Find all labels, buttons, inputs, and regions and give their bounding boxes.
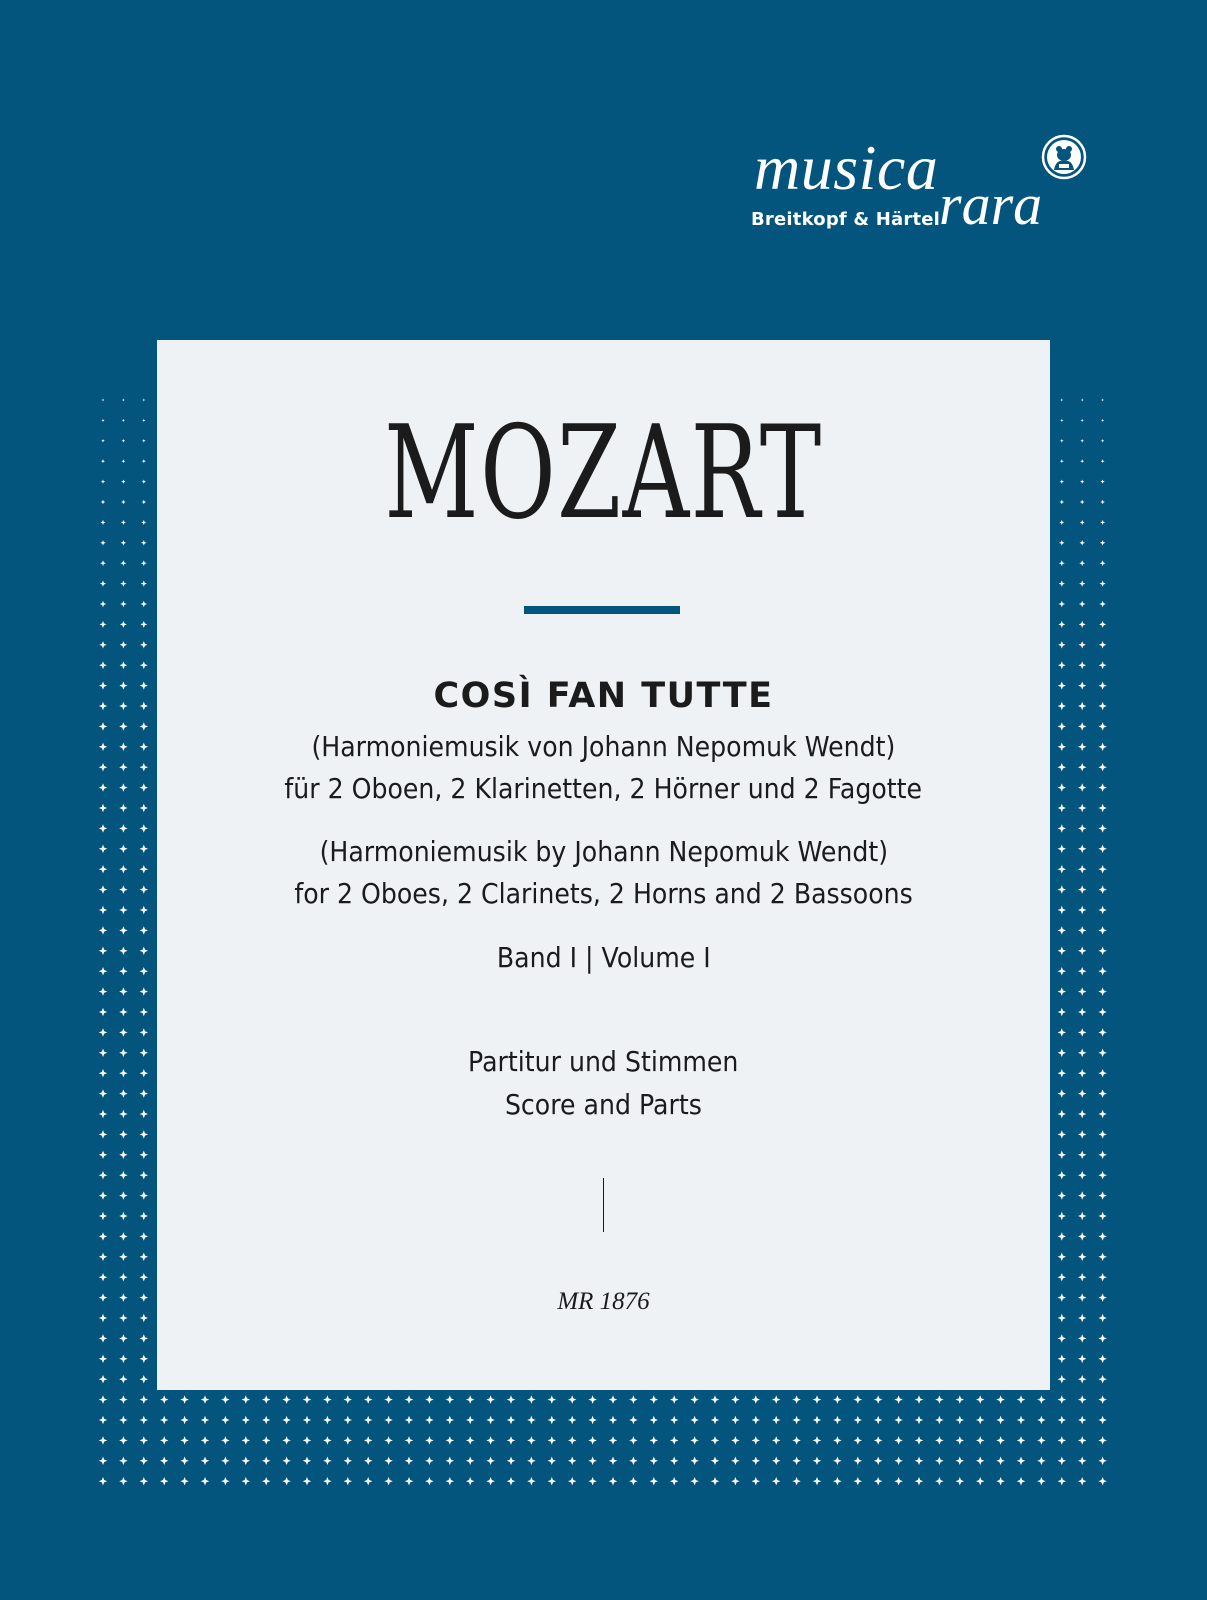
publisher-logo <box>745 130 1095 240</box>
subtitle-de-line1: (Harmoniemusik von Johann Nepomuk Wendt) <box>311 730 896 763</box>
edition-de: Partitur und Stimmen <box>468 1045 739 1078</box>
composer-name: MOZART <box>384 399 823 548</box>
subtitle-en-line2: for 2 Oboes, 2 Clarinets, 2 Horns and 2 Bassoons <box>294 877 913 910</box>
logo-publisher-name: Breitkopf & Härtel <box>751 209 941 230</box>
logo-rara-text: rara <box>939 172 1043 237</box>
catalog-number: MR 1876 <box>557 1288 650 1315</box>
subtitle-de-line2: für 2 Oboen, 2 Klarinetten, 2 Hörner und 2 Fagotte <box>284 772 923 805</box>
title-panel <box>157 340 1050 1390</box>
volume-label: Band I | Volume I <box>496 941 711 974</box>
subtitle-en-line1: (Harmoniemusik by Johann Nepomuk Wendt) <box>319 835 888 868</box>
vertical-divider <box>603 1178 604 1232</box>
logo-musica-text: musica <box>754 132 939 203</box>
accent-rule <box>524 606 680 614</box>
edition-en: Score and Parts <box>505 1088 702 1121</box>
work-title: COSÌ FAN TUTTE <box>433 676 774 716</box>
bear-seal-icon <box>1041 134 1087 180</box>
